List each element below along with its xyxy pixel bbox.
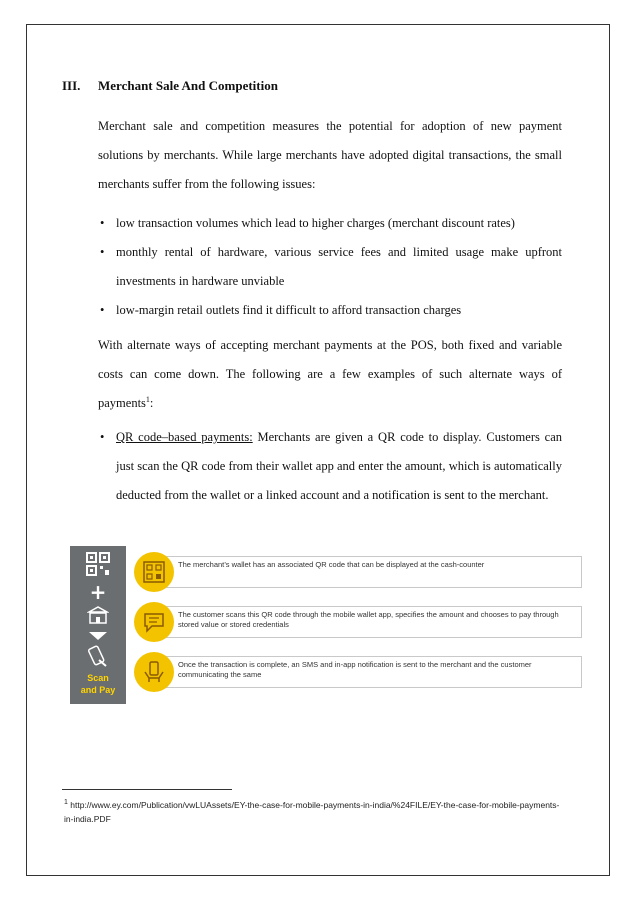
infographic-step <box>134 600 582 644</box>
bullet-icon: • <box>100 216 105 230</box>
scan-and-pay-label: Scan and Pay <box>80 673 116 695</box>
scan-and-pay-infographic <box>70 546 586 704</box>
alternate-paragraph: With alternate ways of accepting merchant payments at the POS, both fixed and variable costs can come down. The following are a few examples of such alternate ways of payments$^1$: <box>98 338 562 410</box>
footnote-link[interactable]: http://www.ey.com/Publication/vwLUAssets/EY-the-case-for-mobile-payments-in-india/%24FILE/EY-the-case-for-mobile-payments-in-india.PDF <box>64 800 560 824</box>
infographic-sidebar <box>70 546 126 704</box>
list-item: • low-margin retail outlets find it difficult to afford transaction charges <box>98 296 562 325</box>
examples-list <box>98 423 562 510</box>
list-item: • monthly rental of hardware, various service fees and limited usage make upfront investments in hardware unviable <box>98 238 562 296</box>
section-title: Merchant Sale And Competition <box>98 78 278 93</box>
phone-scan-icon <box>70 644 126 673</box>
section-number: III. <box>62 78 81 93</box>
qr-wallet-icon <box>134 552 174 592</box>
footnote-number: 1 <box>64 799 68 807</box>
store-icon <box>70 606 126 629</box>
footnote-separator <box>62 789 232 790</box>
bullet-icon: • <box>100 245 105 259</box>
list-item: • low transaction volumes which lead to higher charges (merchant discount rates) <box>98 209 562 238</box>
plus-icon: + <box>89 580 107 604</box>
step-text: The merchant’s wallet has an associated QR code that can be displayed at the cash-counter <box>178 560 485 569</box>
chat-bubble-icon <box>134 602 174 642</box>
bullet-icon: • <box>100 303 105 317</box>
footnote-ref[interactable]: 1 <box>145 394 150 404</box>
qr-label: QR code–based payments: <box>116 430 253 444</box>
infographic-step <box>134 650 582 694</box>
step-text: Once the transaction is complete, an SMS and in-app notification is sent to the merchant and the customer communicating the same <box>178 660 532 679</box>
bullet-icon: • <box>100 430 105 444</box>
infographic-step <box>134 550 582 594</box>
footnote <box>64 798 564 826</box>
issues-list <box>98 209 562 325</box>
list-item: • QR code–based payments: Merchants are given a QR code to display. Customers can just scan the QR code from their wallet app and enter the amount, which is automatically deducted from the wallet or a linked account and a notification is sent to the merchant. <box>98 423 562 510</box>
hand-phone-icon <box>134 652 174 692</box>
intro-paragraph: Merchant sale and competition measures the potential for adoption of new payment solutions by merchants. While large merchants have adopted digital transactions, the small merchants suffer from the following issues: <box>98 119 562 191</box>
step-text: The customer scans this QR code through the mobile wallet app, specifies the amount and chooses to pay through stored value or stored credentials <box>178 610 559 629</box>
qr-code-icon <box>70 552 126 581</box>
